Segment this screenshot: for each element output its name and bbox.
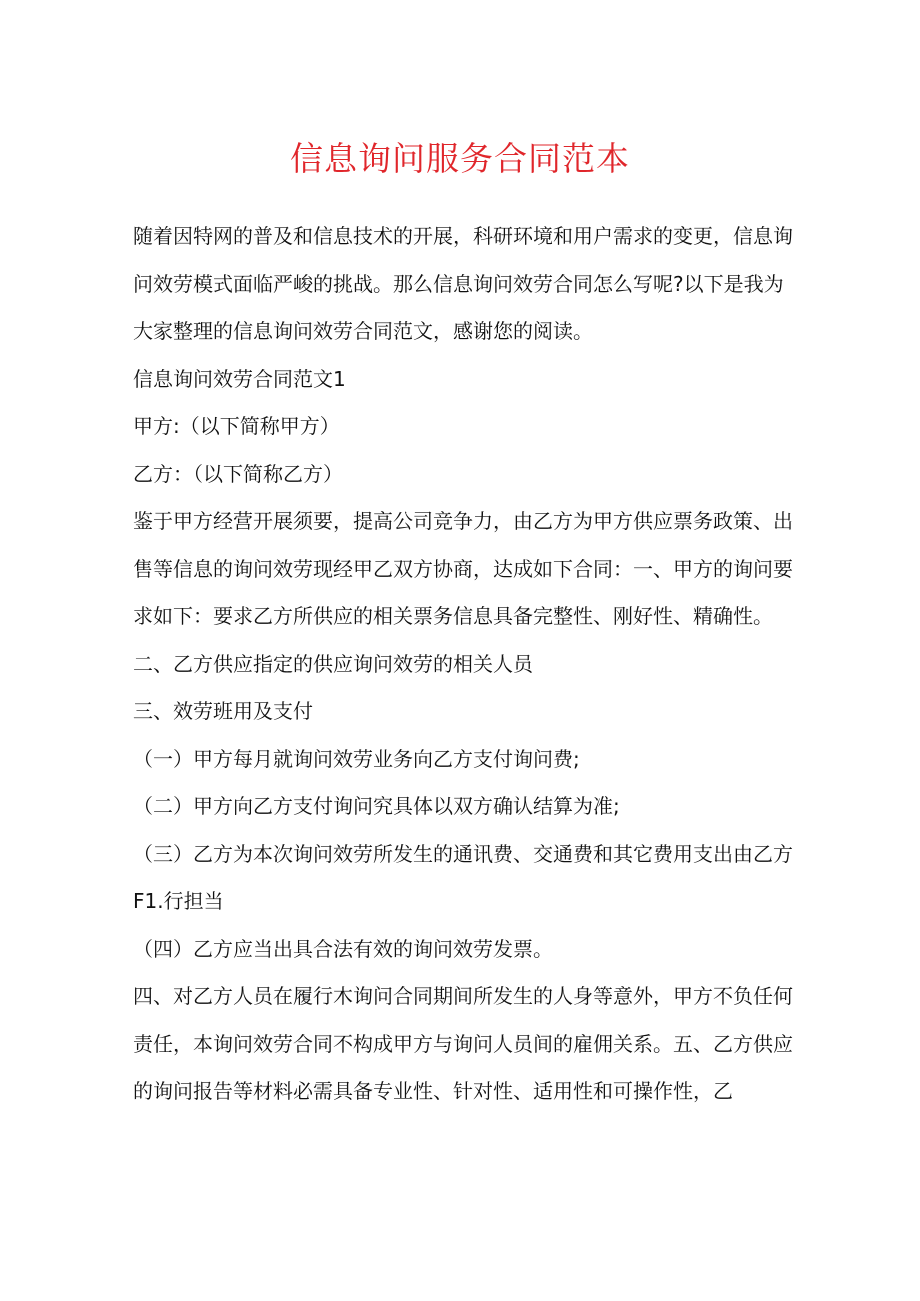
- paragraph-clause-3: 三、效劳班用及支付: [133, 699, 313, 723]
- paragraph-clause-3-2: （二）甲方向乙方支付询问究具体以双方确认结算为准;: [133, 794, 620, 818]
- paragraph-clause-3-1: （一）甲方每月就询问效劳业务向乙方支付询问费;: [133, 746, 580, 771]
- paragraph-clause-1: 鉴于甲方经营开展须要，提高公司竞争力，由乙方为甲方供应票务政策、出售等信息的询问效劳现经甲乙双方协商，达成如下合同：一、甲方的询问要求如下：要求乙方所供应的相关票务信息具备完整性、刚好性、精确性。: [133, 509, 793, 628]
- paragraph-clause-3-3: （三）乙方为本次询问效劳所发生的通讯费、交通费和其它费用支出由乙方F1.行担当: [133, 841, 793, 913]
- paragraph-sample-heading: 信息询问效劳合同范文1: [133, 366, 346, 391]
- paragraph-clause-2: 二、乙方供应指定的供应询问效劳的相关人员: [133, 651, 533, 676]
- paragraph-clause-3-4: （四）乙方应当出具合法有效的询问效劳发票。: [133, 936, 553, 961]
- paragraph-clause-4: 四、对乙方人员在履行木询问合同期间所发生的人身等意外，甲方不负任何责任，本询问效劳合同不构成甲方与询问人员间的雇佣关系。五、乙方供应的询问报告等材料必需具备专业性、针对性、适用性和可操作性，乙: [133, 984, 793, 1103]
- paragraph-intro: 随着因特网的普及和信息技术的开展，科研环境和用户需求的变更，信息询问效劳模式面临严峻的挑战。那么信息询问效劳合同怎么写呢?以下是我为大家整理的信息询问效劳合同范文，感谢您的阅读。: [133, 224, 793, 343]
- paragraph-party-b: 乙方：（以下简称乙方）: [133, 461, 343, 486]
- document-title: 信息询问服务合同范本: [290, 139, 630, 178]
- document-body: [133, 213, 793, 1116]
- paragraph-party-a: 甲方:（以下简称甲方）: [133, 414, 340, 438]
